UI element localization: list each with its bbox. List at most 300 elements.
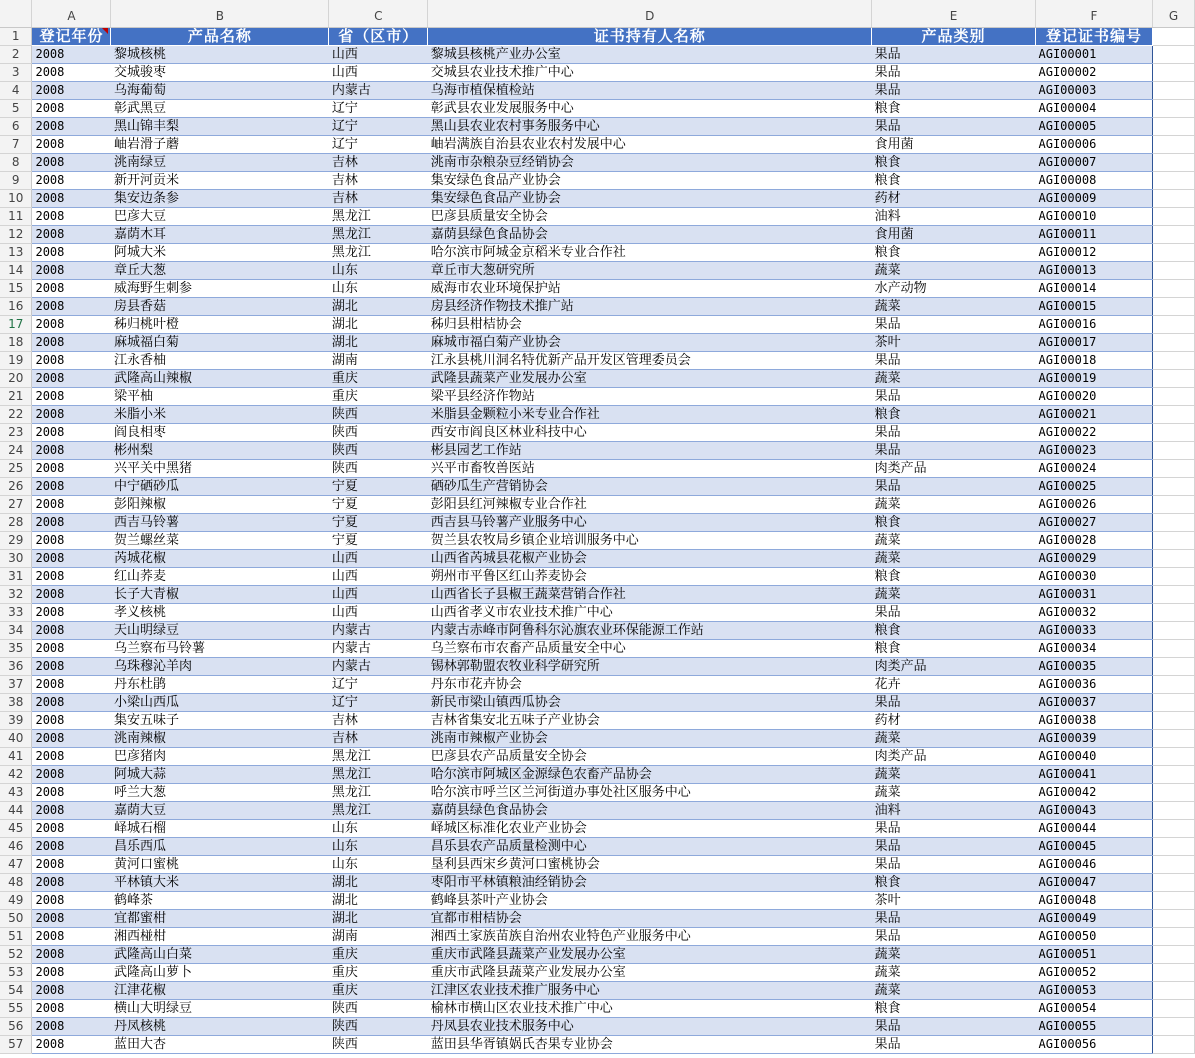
cell[interactable] — [1152, 873, 1194, 891]
cell[interactable]: AGI00056 — [1036, 1035, 1153, 1053]
cell[interactable]: 吉林 — [329, 153, 428, 171]
cell[interactable]: AGI00021 — [1036, 405, 1153, 423]
cell[interactable]: 乌兰察布马铃薯 — [111, 639, 329, 657]
cell[interactable]: 内蒙古 — [329, 621, 428, 639]
cell[interactable]: 嘉荫县绿色食品协会 — [428, 801, 872, 819]
cell[interactable]: AGI00053 — [1036, 981, 1153, 999]
cell[interactable]: 红山荞麦 — [111, 567, 329, 585]
cell[interactable]: 2008 — [32, 1035, 111, 1053]
cell[interactable]: 肉类产品 — [872, 459, 1036, 477]
cell[interactable]: 乌兰察布市农畜产品质量安全中心 — [428, 639, 872, 657]
row-number[interactable]: 42 — [0, 765, 32, 783]
cell[interactable]: 果品 — [872, 351, 1036, 369]
row-number[interactable]: 12 — [0, 225, 32, 243]
cell[interactable]: 2008 — [32, 531, 111, 549]
cell[interactable]: 山西 — [329, 585, 428, 603]
cell[interactable]: AGI00048 — [1036, 891, 1153, 909]
cell[interactable]: 2008 — [32, 693, 111, 711]
cell[interactable]: 2008 — [32, 333, 111, 351]
cell[interactable]: AGI00046 — [1036, 855, 1153, 873]
cell[interactable]: 鹤峰县茶叶产业协会 — [428, 891, 872, 909]
cell[interactable]: AGI00004 — [1036, 99, 1153, 117]
cell[interactable]: 2008 — [32, 225, 111, 243]
cell[interactable]: 蔬菜 — [872, 549, 1036, 567]
cell[interactable]: 蔬菜 — [872, 297, 1036, 315]
cell[interactable]: 洮南市辣椒产业协会 — [428, 729, 872, 747]
cell[interactable]: 2008 — [32, 711, 111, 729]
cell[interactable]: 吉林省集安北五味子产业协会 — [428, 711, 872, 729]
cell[interactable]: 巴彦县农产品质量安全协会 — [428, 747, 872, 765]
cell[interactable]: 岫岩滑子蘑 — [111, 135, 329, 153]
cell[interactable] — [1152, 423, 1194, 441]
row-number[interactable]: 46 — [0, 837, 32, 855]
cell[interactable]: 2008 — [32, 783, 111, 801]
cell[interactable]: 山西省芮城县花椒产业协会 — [428, 549, 872, 567]
cell[interactable]: 内蒙古 — [329, 639, 428, 657]
cell[interactable]: 麻城福白菊 — [111, 333, 329, 351]
row-number[interactable]: 6 — [0, 117, 32, 135]
row-number[interactable]: 32 — [0, 585, 32, 603]
cell[interactable]: 2008 — [32, 243, 111, 261]
cell[interactable]: AGI00005 — [1036, 117, 1153, 135]
cell[interactable]: 陕西 — [329, 1035, 428, 1053]
cell[interactable]: 辽宁 — [329, 675, 428, 693]
row-number[interactable]: 5 — [0, 99, 32, 117]
cell[interactable]: 2008 — [32, 729, 111, 747]
cell[interactable]: 垦利县西宋乡黄河口蜜桃协会 — [428, 855, 872, 873]
cell[interactable]: AGI00037 — [1036, 693, 1153, 711]
cell[interactable]: AGI00032 — [1036, 603, 1153, 621]
cell[interactable]: 2008 — [32, 747, 111, 765]
row-number[interactable]: 26 — [0, 477, 32, 495]
cell[interactable]: AGI00023 — [1036, 441, 1153, 459]
cell[interactable]: 朔州市平鲁区红山荞麦协会 — [428, 567, 872, 585]
cell[interactable]: 黑龙江 — [329, 225, 428, 243]
cell[interactable]: 湘西土家族苗族自治州农业特色产业服务中心 — [428, 927, 872, 945]
cell[interactable]: 陕西 — [329, 423, 428, 441]
cell[interactable]: 重庆 — [329, 945, 428, 963]
cell[interactable]: 2008 — [32, 189, 111, 207]
cell[interactable] — [1152, 567, 1194, 585]
cell[interactable]: 2008 — [32, 459, 111, 477]
cell[interactable]: 新民市梁山镇西瓜协会 — [428, 693, 872, 711]
cell[interactable]: 硒砂瓜生产营销协会 — [428, 477, 872, 495]
cell[interactable] — [1152, 603, 1194, 621]
cell[interactable]: 果品 — [872, 927, 1036, 945]
cell[interactable]: 陕西 — [329, 459, 428, 477]
cell[interactable]: AGI00027 — [1036, 513, 1153, 531]
header-cell[interactable]: 证书持有人名称 — [428, 27, 872, 45]
cell[interactable]: 彬县园艺工作站 — [428, 441, 872, 459]
cell[interactable]: 辽宁 — [329, 99, 428, 117]
cell[interactable]: 2008 — [32, 927, 111, 945]
cell[interactable] — [1152, 297, 1194, 315]
row-number[interactable]: 48 — [0, 873, 32, 891]
cell[interactable] — [1152, 135, 1194, 153]
cell[interactable]: 蔬菜 — [872, 963, 1036, 981]
cell[interactable]: 吉林 — [329, 189, 428, 207]
cell[interactable]: 2008 — [32, 477, 111, 495]
cell[interactable]: 2008 — [32, 261, 111, 279]
cell[interactable]: 昌乐西瓜 — [111, 837, 329, 855]
row-number[interactable]: 21 — [0, 387, 32, 405]
cell[interactable]: 贺兰县农牧局乡镇企业培训服务中心 — [428, 531, 872, 549]
cell[interactable]: 水产动物 — [872, 279, 1036, 297]
cell[interactable]: AGI00016 — [1036, 315, 1153, 333]
cell[interactable] — [1152, 783, 1194, 801]
cell[interactable]: 2008 — [32, 441, 111, 459]
row-number[interactable]: 27 — [0, 495, 32, 513]
row-number[interactable]: 19 — [0, 351, 32, 369]
cell[interactable]: 2008 — [32, 369, 111, 387]
cell[interactable]: AGI00043 — [1036, 801, 1153, 819]
cell[interactable] — [1152, 531, 1194, 549]
cell[interactable]: 重庆 — [329, 369, 428, 387]
cell[interactable]: 平林镇大米 — [111, 873, 329, 891]
row-number[interactable]: 29 — [0, 531, 32, 549]
cell[interactable]: 梁平县经济作物站 — [428, 387, 872, 405]
cell[interactable]: AGI00029 — [1036, 549, 1153, 567]
cell[interactable]: 2008 — [32, 279, 111, 297]
cell[interactable] — [1152, 837, 1194, 855]
cell[interactable] — [1152, 729, 1194, 747]
cell[interactable]: AGI00033 — [1036, 621, 1153, 639]
cell[interactable]: 米脂县金颗粒小米专业合作社 — [428, 405, 872, 423]
cell[interactable]: 吉林 — [329, 171, 428, 189]
cell[interactable]: 湖北 — [329, 873, 428, 891]
cell[interactable]: 果品 — [872, 423, 1036, 441]
cell[interactable]: 2008 — [32, 513, 111, 531]
cell[interactable]: 2008 — [32, 567, 111, 585]
cell[interactable]: 黑龙江 — [329, 243, 428, 261]
cell[interactable]: 黎城县核桃产业办公室 — [428, 45, 872, 63]
cell[interactable]: 吉林 — [329, 711, 428, 729]
cell[interactable]: 2008 — [32, 297, 111, 315]
cell[interactable]: AGI00011 — [1036, 225, 1153, 243]
cell[interactable] — [1152, 693, 1194, 711]
cell[interactable]: 黑龙江 — [329, 801, 428, 819]
cell[interactable]: AGI00012 — [1036, 243, 1153, 261]
cell[interactable]: 2008 — [32, 315, 111, 333]
row-number[interactable]: 31 — [0, 567, 32, 585]
cell[interactable] — [1152, 351, 1194, 369]
cell[interactable]: 贺兰螺丝菜 — [111, 531, 329, 549]
cell[interactable] — [1152, 63, 1194, 81]
row-number[interactable]: 41 — [0, 747, 32, 765]
cell[interactable]: AGI00036 — [1036, 675, 1153, 693]
cell[interactable]: 食用菌 — [872, 135, 1036, 153]
cell[interactable] — [1152, 243, 1194, 261]
cell[interactable] — [1152, 747, 1194, 765]
row-number[interactable]: 30 — [0, 549, 32, 567]
cell[interactable]: 山西 — [329, 63, 428, 81]
cell[interactable]: AGI00028 — [1036, 531, 1153, 549]
cell[interactable] — [1152, 621, 1194, 639]
cell[interactable]: 长子大青椒 — [111, 585, 329, 603]
cell[interactable]: 丹东市花卉协会 — [428, 675, 872, 693]
cell[interactable]: AGI00030 — [1036, 567, 1153, 585]
cell[interactable]: 鹤峰茶 — [111, 891, 329, 909]
cell[interactable]: 巴彦大豆 — [111, 207, 329, 225]
cell[interactable]: 吉林 — [329, 729, 428, 747]
cell[interactable]: 岫岩满族自治县农业农村发展中心 — [428, 135, 872, 153]
cell[interactable]: 2008 — [32, 981, 111, 999]
cell[interactable]: 2008 — [32, 117, 111, 135]
cell[interactable]: 兴平关中黑猪 — [111, 459, 329, 477]
header-cell[interactable]: 登记证书编号 — [1036, 27, 1153, 45]
cell[interactable] — [1152, 927, 1194, 945]
cell[interactable]: 彭阳辣椒 — [111, 495, 329, 513]
cell[interactable]: 集安五味子 — [111, 711, 329, 729]
cell[interactable] — [1152, 369, 1194, 387]
header-cell[interactable]: 产品类别 — [872, 27, 1036, 45]
cell[interactable]: 粮食 — [872, 171, 1036, 189]
cell[interactable]: 秭归县柑桔协会 — [428, 315, 872, 333]
cell[interactable]: 2008 — [32, 135, 111, 153]
cell[interactable]: 果品 — [872, 441, 1036, 459]
cell[interactable] — [1152, 855, 1194, 873]
cell[interactable] — [1152, 513, 1194, 531]
column-header-e[interactable]: E — [872, 0, 1036, 27]
cell[interactable] — [1152, 639, 1194, 657]
cell[interactable]: 丹凤县农业技术服务中心 — [428, 1017, 872, 1035]
cell[interactable] — [1152, 657, 1194, 675]
cell[interactable]: 果品 — [872, 45, 1036, 63]
row-number[interactable]: 1 — [0, 27, 32, 45]
cell[interactable]: 花卉 — [872, 675, 1036, 693]
cell[interactable]: AGI00014 — [1036, 279, 1153, 297]
cell[interactable]: 武隆高山白菜 — [111, 945, 329, 963]
row-number[interactable]: 38 — [0, 693, 32, 711]
cell[interactable]: 山西 — [329, 45, 428, 63]
cell[interactable]: 粮食 — [872, 99, 1036, 117]
cell[interactable]: 药材 — [872, 711, 1036, 729]
cell[interactable]: 洮南绿豆 — [111, 153, 329, 171]
cell[interactable] — [1152, 279, 1194, 297]
cell[interactable]: 榆林市横山区农业技术推广中心 — [428, 999, 872, 1017]
cell[interactable] — [1152, 675, 1194, 693]
cell[interactable]: 黑龙江 — [329, 783, 428, 801]
cell[interactable]: 果品 — [872, 603, 1036, 621]
row-number[interactable]: 16 — [0, 297, 32, 315]
cell[interactable]: 2008 — [32, 99, 111, 117]
cell[interactable]: 重庆 — [329, 981, 428, 999]
cell[interactable]: 内蒙古赤峰市阿鲁科尔沁旗农业环保能源工作站 — [428, 621, 872, 639]
cell[interactable]: AGI00045 — [1036, 837, 1153, 855]
cell[interactable]: 山东 — [329, 837, 428, 855]
row-number[interactable]: 49 — [0, 891, 32, 909]
cell[interactable]: 茶叶 — [872, 333, 1036, 351]
cell[interactable] — [1152, 495, 1194, 513]
cell[interactable]: 丹东杜鹃 — [111, 675, 329, 693]
row-number[interactable]: 51 — [0, 927, 32, 945]
cell[interactable]: 2008 — [32, 585, 111, 603]
cell[interactable]: 昌乐县农产品质量检测中心 — [428, 837, 872, 855]
cell[interactable]: 重庆 — [329, 963, 428, 981]
cell[interactable]: 湖北 — [329, 909, 428, 927]
row-number[interactable]: 53 — [0, 963, 32, 981]
cell[interactable]: 武隆高山萝卜 — [111, 963, 329, 981]
row-number[interactable]: 2 — [0, 45, 32, 63]
cell[interactable]: 陕西 — [329, 441, 428, 459]
row-number[interactable]: 36 — [0, 657, 32, 675]
cell[interactable]: 锡林郭勒盟农牧业科学研究所 — [428, 657, 872, 675]
cell[interactable]: 肉类产品 — [872, 657, 1036, 675]
cell[interactable]: 粮食 — [872, 873, 1036, 891]
cell[interactable]: 蓝田大杏 — [111, 1035, 329, 1053]
row-number[interactable]: 44 — [0, 801, 32, 819]
row-number[interactable]: 9 — [0, 171, 32, 189]
cell[interactable]: 茶叶 — [872, 891, 1036, 909]
cell[interactable]: 彰武县农业发展服务中心 — [428, 99, 872, 117]
cell[interactable]: 重庆市武隆县蔬菜产业发展办公室 — [428, 963, 872, 981]
cell[interactable] — [1152, 909, 1194, 927]
cell[interactable]: 辽宁 — [329, 117, 428, 135]
cell[interactable]: 乌海葡萄 — [111, 81, 329, 99]
cell[interactable]: 2008 — [32, 423, 111, 441]
cell[interactable] — [1152, 765, 1194, 783]
row-number[interactable]: 3 — [0, 63, 32, 81]
row-number[interactable]: 50 — [0, 909, 32, 927]
cell[interactable]: 2008 — [32, 999, 111, 1017]
row-number[interactable]: 25 — [0, 459, 32, 477]
cell[interactable]: 阎良相枣 — [111, 423, 329, 441]
cell[interactable] — [1152, 981, 1194, 999]
cell[interactable] — [1152, 207, 1194, 225]
cell[interactable]: 粮食 — [872, 513, 1036, 531]
cell[interactable]: 蔬菜 — [872, 981, 1036, 999]
cell[interactable]: AGI00041 — [1036, 765, 1153, 783]
cell[interactable] — [1152, 459, 1194, 477]
cell[interactable] — [1152, 441, 1194, 459]
cell[interactable]: 江津花椒 — [111, 981, 329, 999]
cell[interactable]: 彭阳县红河辣椒专业合作社 — [428, 495, 872, 513]
header-cell[interactable]: 登记年份 — [32, 27, 111, 45]
cell[interactable]: 果品 — [872, 387, 1036, 405]
column-header-b[interactable]: B — [111, 0, 329, 27]
cell[interactable]: 集安绿色食品产业协会 — [428, 171, 872, 189]
cell[interactable]: 粮食 — [872, 639, 1036, 657]
cell[interactable]: 2008 — [32, 63, 111, 81]
cell[interactable]: 米脂小米 — [111, 405, 329, 423]
cell[interactable]: 粮食 — [872, 621, 1036, 639]
cell[interactable]: 西安市阎良区林业科技中心 — [428, 423, 872, 441]
cell[interactable]: 湖北 — [329, 333, 428, 351]
cell[interactable]: 陕西 — [329, 1017, 428, 1035]
cell[interactable]: 交城县农业技术推广中心 — [428, 63, 872, 81]
cell[interactable]: 威海市农业环境保护站 — [428, 279, 872, 297]
row-number[interactable]: 8 — [0, 153, 32, 171]
cell[interactable]: 药材 — [872, 189, 1036, 207]
row-number[interactable]: 39 — [0, 711, 32, 729]
cell[interactable]: AGI00047 — [1036, 873, 1153, 891]
cell[interactable]: 果品 — [872, 315, 1036, 333]
cell[interactable]: 2008 — [32, 81, 111, 99]
row-number[interactable]: 15 — [0, 279, 32, 297]
cell[interactable]: 枣阳市平林镇粮油经销协会 — [428, 873, 872, 891]
cell[interactable]: 2008 — [32, 963, 111, 981]
cell[interactable]: 粮食 — [872, 405, 1036, 423]
cell[interactable]: 2008 — [32, 153, 111, 171]
cell[interactable]: 内蒙古 — [329, 657, 428, 675]
cell[interactable]: 果品 — [872, 63, 1036, 81]
row-number[interactable]: 13 — [0, 243, 32, 261]
cell[interactable]: 黑龙江 — [329, 765, 428, 783]
cell[interactable]: 粮食 — [872, 243, 1036, 261]
cell[interactable] — [1152, 477, 1194, 495]
row-number[interactable]: 34 — [0, 621, 32, 639]
cell[interactable]: 宜都蜜柑 — [111, 909, 329, 927]
cell[interactable]: 彬州梨 — [111, 441, 329, 459]
row-number[interactable]: 4 — [0, 81, 32, 99]
cell[interactable]: 新开河贡米 — [111, 171, 329, 189]
cell[interactable] — [1152, 99, 1194, 117]
cell[interactable]: 山东 — [329, 261, 428, 279]
cell[interactable]: 彰武黑豆 — [111, 99, 329, 117]
cell[interactable] — [1152, 1017, 1194, 1035]
cell[interactable]: AGI00044 — [1036, 819, 1153, 837]
cell[interactable]: 湖北 — [329, 315, 428, 333]
cell[interactable]: 峄城区标准化农业产业协会 — [428, 819, 872, 837]
cell[interactable]: 哈尔滨市阿城金京稻米专业合作社 — [428, 243, 872, 261]
cell[interactable]: 江永县桃川洞名特优新产品开发区管理委员会 — [428, 351, 872, 369]
row-number[interactable]: 57 — [0, 1035, 32, 1053]
row-number[interactable]: 7 — [0, 135, 32, 153]
cell[interactable] — [1152, 171, 1194, 189]
cell[interactable]: 蔬菜 — [872, 945, 1036, 963]
cell[interactable]: 2008 — [32, 603, 111, 621]
cell[interactable] — [1152, 189, 1194, 207]
cell[interactable] — [1152, 117, 1194, 135]
cell[interactable]: 陕西 — [329, 405, 428, 423]
cell[interactable]: 蔬菜 — [872, 729, 1036, 747]
cell[interactable] — [1152, 585, 1194, 603]
cell[interactable] — [1152, 45, 1194, 63]
cell[interactable]: 2008 — [32, 837, 111, 855]
cell[interactable]: 果品 — [872, 117, 1036, 135]
cell[interactable]: 山东 — [329, 819, 428, 837]
cell[interactable]: AGI00035 — [1036, 657, 1153, 675]
cell[interactable]: 宜都市柑桔协会 — [428, 909, 872, 927]
cell[interactable]: AGI00009 — [1036, 189, 1153, 207]
cell[interactable] — [1152, 315, 1194, 333]
cell[interactable]: 蔬菜 — [872, 495, 1036, 513]
cell[interactable] — [1152, 963, 1194, 981]
cell[interactable]: 阿城大米 — [111, 243, 329, 261]
cell[interactable]: 黄河口蜜桃 — [111, 855, 329, 873]
row-number[interactable]: 52 — [0, 945, 32, 963]
cell[interactable]: 2008 — [32, 801, 111, 819]
cell[interactable]: AGI00049 — [1036, 909, 1153, 927]
cell[interactable]: 黎城核桃 — [111, 45, 329, 63]
cell[interactable]: 果品 — [872, 1035, 1036, 1053]
cell[interactable] — [1152, 711, 1194, 729]
cell[interactable]: AGI00006 — [1036, 135, 1153, 153]
cell[interactable]: 江永香柚 — [111, 351, 329, 369]
cell[interactable]: 蓝田县华胥镇娲氏杏果专业协会 — [428, 1035, 872, 1053]
cell[interactable]: 2008 — [32, 405, 111, 423]
cell[interactable]: 横山大明绿豆 — [111, 999, 329, 1017]
cell[interactable]: 巴彦县质量安全协会 — [428, 207, 872, 225]
cell[interactable]: AGI00054 — [1036, 999, 1153, 1017]
header-cell[interactable]: 产品名称 — [111, 27, 329, 45]
cell[interactable]: AGI00015 — [1036, 297, 1153, 315]
cell[interactable]: 果品 — [872, 819, 1036, 837]
cell[interactable]: 章丘市大葱研究所 — [428, 261, 872, 279]
cell[interactable]: 江津区农业技术推广服务中心 — [428, 981, 872, 999]
cell[interactable]: 威海野生刺参 — [111, 279, 329, 297]
cell[interactable] — [1152, 153, 1194, 171]
